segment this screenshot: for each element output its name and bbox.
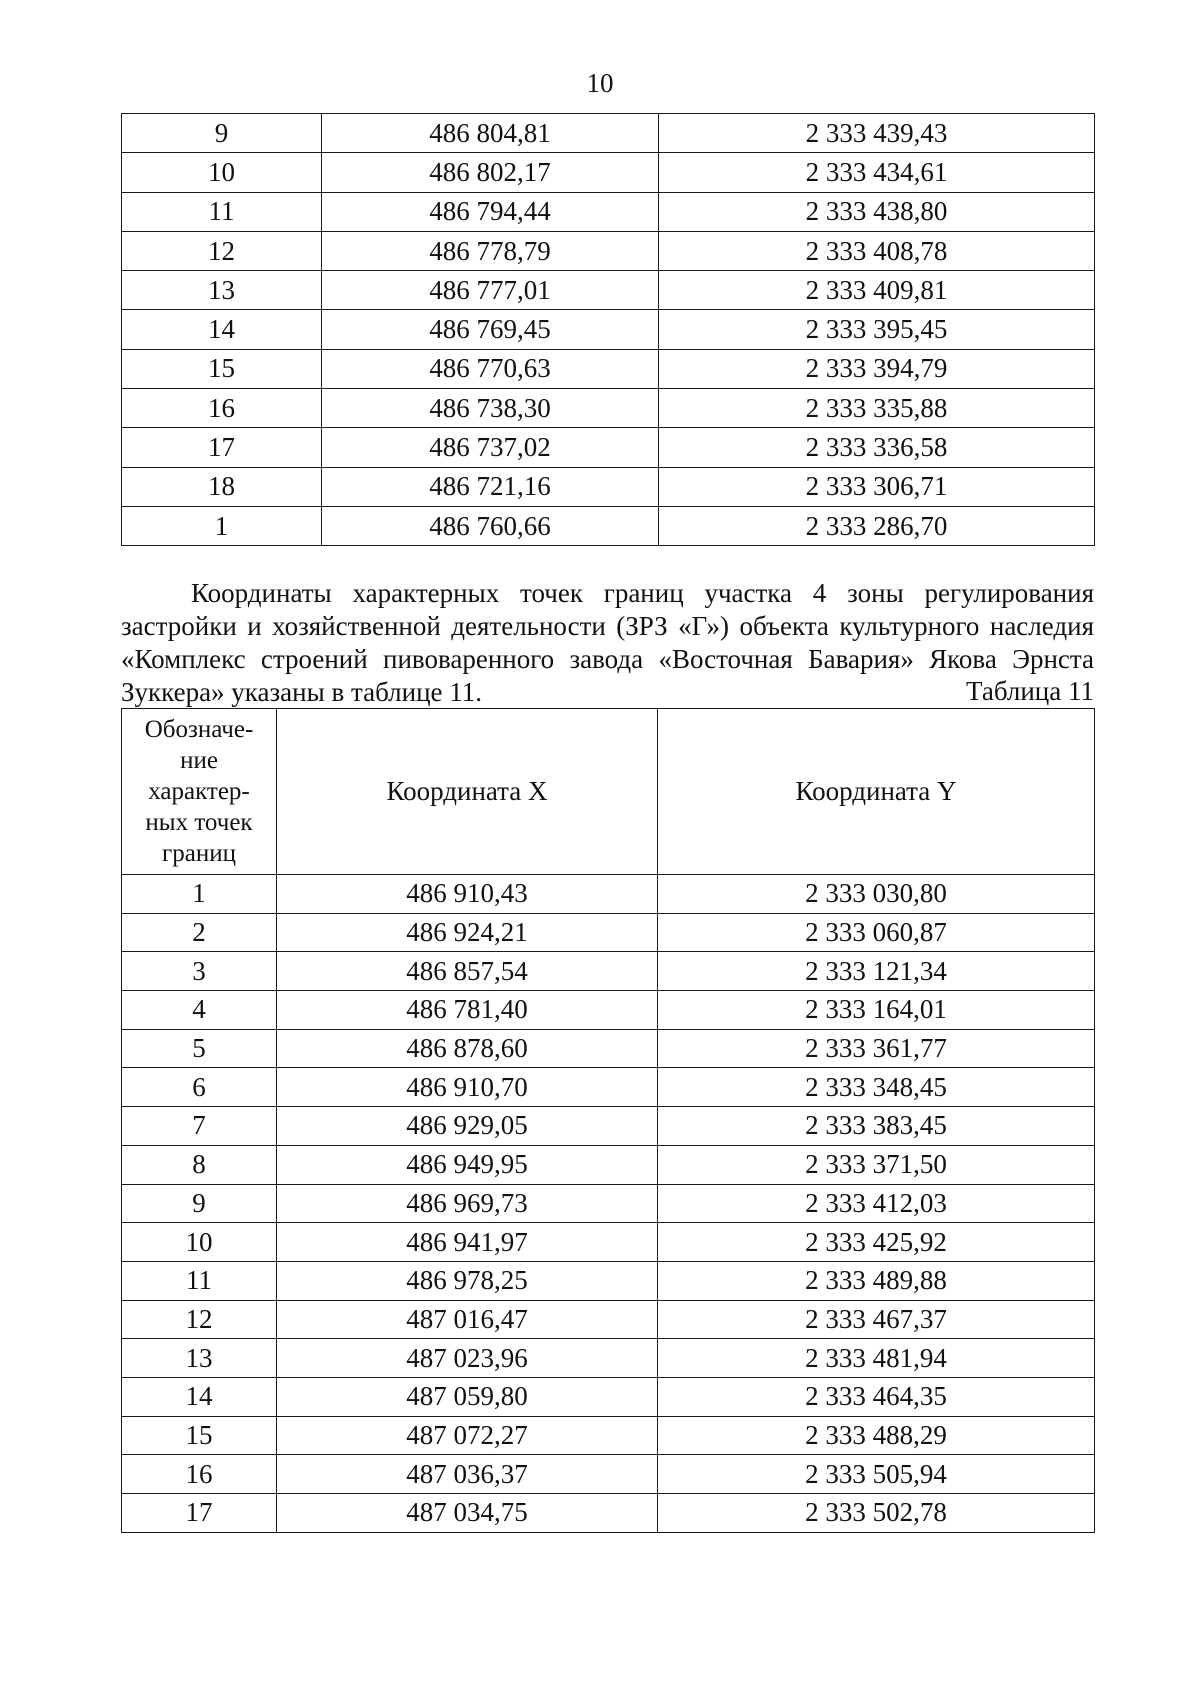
cell-coordinate-y: 2 333 286,70 (659, 506, 1095, 545)
table-11-header (122, 709, 1095, 875)
cell-coordinate-x: 486 924,21 (277, 913, 658, 952)
cell-coordinate-x: 486 949,95 (277, 1145, 658, 1184)
cell-coordinate-y: 2 333 306,71 (659, 467, 1095, 506)
cell-point-number: 16 (122, 389, 322, 428)
cell-coordinate-y: 2 333 409,81 (659, 271, 1095, 310)
cell-point-number: 6 (122, 1068, 277, 1107)
header-point-designation: Обозначе- ние характер- ных точек границ (122, 709, 277, 875)
cell-coordinate-x: 486 910,43 (277, 875, 658, 914)
cell-point-number: 3 (122, 952, 277, 991)
cell-point-number: 12 (122, 1300, 277, 1339)
cell-point-number: 13 (122, 1339, 277, 1378)
cell-point-number: 10 (122, 153, 322, 192)
cell-coordinate-y: 2 333 336,58 (659, 428, 1095, 467)
cell-point-number: 8 (122, 1145, 277, 1184)
cell-point-number: 14 (122, 310, 322, 349)
cell-point-number: 1 (122, 875, 277, 914)
table-row (122, 506, 1095, 545)
cell-coordinate-y: 2 333 164,01 (658, 991, 1095, 1030)
cell-coordinate-x: 486 969,73 (277, 1184, 658, 1223)
table-top-body (122, 114, 1095, 546)
cell-point-number: 1 (122, 506, 322, 545)
cell-coordinate-y: 2 333 489,88 (658, 1261, 1095, 1300)
table-11-body (122, 875, 1095, 1533)
cell-coordinate-x: 487 034,75 (277, 1494, 658, 1533)
cell-coordinate-y: 2 333 060,87 (658, 913, 1095, 952)
cell-coordinate-x: 486 857,54 (277, 952, 658, 991)
table-11-caption: Таблица 11 (966, 676, 1094, 706)
cell-coordinate-y: 2 333 395,45 (659, 310, 1095, 349)
cell-coordinate-x: 486 781,40 (277, 991, 658, 1030)
cell-coordinate-x: 487 023,96 (277, 1339, 658, 1378)
table-row (122, 1184, 1095, 1223)
coordinates-table-11 (121, 708, 1095, 1533)
table-row (122, 1339, 1095, 1378)
cell-point-number: 12 (122, 231, 322, 270)
cell-point-number: 11 (122, 1261, 277, 1300)
header-coordinate-y: Координата Y (658, 709, 1095, 875)
cell-coordinate-y: 2 333 467,37 (658, 1300, 1095, 1339)
cell-coordinate-y: 2 333 383,45 (658, 1107, 1095, 1146)
coordinates-table-continued (121, 113, 1095, 546)
cell-coordinate-x: 487 016,47 (277, 1300, 658, 1339)
cell-coordinate-y: 2 333 412,03 (658, 1184, 1095, 1223)
cell-coordinate-y: 2 333 121,34 (658, 952, 1095, 991)
table-header-row (122, 709, 1095, 875)
cell-point-number: 9 (122, 114, 322, 153)
cell-coordinate-x: 486 738,30 (322, 389, 659, 428)
cell-coordinate-x: 486 721,16 (322, 467, 659, 506)
cell-point-number: 17 (122, 1494, 277, 1533)
table-row (122, 1261, 1095, 1300)
cell-coordinate-y: 2 333 348,45 (658, 1068, 1095, 1107)
table-row (122, 271, 1095, 310)
table-row (122, 875, 1095, 914)
table-row (122, 1416, 1095, 1455)
page-number: 10 (586, 68, 614, 98)
cell-point-number: 16 (122, 1455, 277, 1494)
table-row (122, 467, 1095, 506)
cell-point-number: 18 (122, 467, 322, 506)
table-row (122, 1029, 1095, 1068)
table-row (122, 952, 1095, 991)
table-row (122, 389, 1095, 428)
cell-coordinate-y: 2 333 425,92 (658, 1223, 1095, 1262)
cell-coordinate-x: 486 804,81 (322, 114, 659, 153)
cell-coordinate-y: 2 333 438,80 (659, 192, 1095, 231)
table-row (122, 310, 1095, 349)
cell-coordinate-x: 486 929,05 (277, 1107, 658, 1146)
table-row (122, 1145, 1095, 1184)
table-row (122, 913, 1095, 952)
cell-point-number: 4 (122, 991, 277, 1030)
cell-coordinate-y: 2 333 335,88 (659, 389, 1095, 428)
cell-coordinate-x: 486 737,02 (322, 428, 659, 467)
table-row (122, 1223, 1095, 1262)
header-coordinate-x: Координата X (277, 709, 658, 875)
cell-point-number: 9 (122, 1184, 277, 1223)
table-row (122, 114, 1095, 153)
table-row (122, 1377, 1095, 1416)
cell-point-number: 10 (122, 1223, 277, 1262)
table-row (122, 991, 1095, 1030)
cell-coordinate-x: 486 777,01 (322, 271, 659, 310)
cell-coordinate-y: 2 333 505,94 (658, 1455, 1095, 1494)
cell-coordinate-x: 487 036,37 (277, 1455, 658, 1494)
cell-point-number: 7 (122, 1107, 277, 1146)
cell-coordinate-y: 2 333 502,78 (658, 1494, 1095, 1533)
cell-point-number: 15 (122, 349, 322, 388)
cell-coordinate-x: 486 941,97 (277, 1223, 658, 1262)
cell-coordinate-x: 486 769,45 (322, 310, 659, 349)
cell-coordinate-y: 2 333 439,43 (659, 114, 1095, 153)
cell-coordinate-y: 2 333 361,77 (658, 1029, 1095, 1068)
cell-point-number: 17 (122, 428, 322, 467)
cell-coordinate-x: 487 072,27 (277, 1416, 658, 1455)
cell-point-number: 11 (122, 192, 322, 231)
cell-point-number: 5 (122, 1029, 277, 1068)
cell-coordinate-y: 2 333 030,80 (658, 875, 1095, 914)
table-row (122, 231, 1095, 270)
cell-coordinate-x: 487 059,80 (277, 1377, 658, 1416)
table-row (122, 1068, 1095, 1107)
cell-coordinate-y: 2 333 394,79 (659, 349, 1095, 388)
cell-coordinate-x: 486 978,25 (277, 1261, 658, 1300)
cell-point-number: 2 (122, 913, 277, 952)
cell-point-number: 14 (122, 1377, 277, 1416)
cell-coordinate-y: 2 333 488,29 (658, 1416, 1095, 1455)
cell-coordinate-y: 2 333 371,50 (658, 1145, 1095, 1184)
table-row (122, 1455, 1095, 1494)
table-row (122, 192, 1095, 231)
cell-point-number: 15 (122, 1416, 277, 1455)
cell-coordinate-x: 486 760,66 (322, 506, 659, 545)
cell-coordinate-y: 2 333 408,78 (659, 231, 1095, 270)
table-row (122, 349, 1095, 388)
paragraph-description: Координаты характерных точек границ участка 4 зоны регулирования застройки и хозяйственной деятельности (ЗРЗ «Г») объекта культурного наследия «Комплекс строений пивоваренного завода «Восточная Бавария» Якова Эрнста Зуккера» указаны в таблице 11. (121, 578, 1094, 707)
cell-coordinate-x: 486 802,17 (322, 153, 659, 192)
table-row (122, 428, 1095, 467)
cell-coordinate-x: 486 770,63 (322, 349, 659, 388)
cell-coordinate-x: 486 878,60 (277, 1029, 658, 1068)
table-row (122, 1300, 1095, 1339)
cell-coordinate-y: 2 333 464,35 (658, 1377, 1095, 1416)
cell-coordinate-x: 486 794,44 (322, 192, 659, 231)
cell-coordinate-y: 2 333 481,94 (658, 1339, 1095, 1378)
cell-coordinate-x: 486 778,79 (322, 231, 659, 270)
cell-point-number: 13 (122, 271, 322, 310)
table-row (122, 1494, 1095, 1533)
table-row (122, 1107, 1095, 1146)
cell-coordinate-x: 486 910,70 (277, 1068, 658, 1107)
cell-coordinate-y: 2 333 434,61 (659, 153, 1095, 192)
table-row (122, 153, 1095, 192)
